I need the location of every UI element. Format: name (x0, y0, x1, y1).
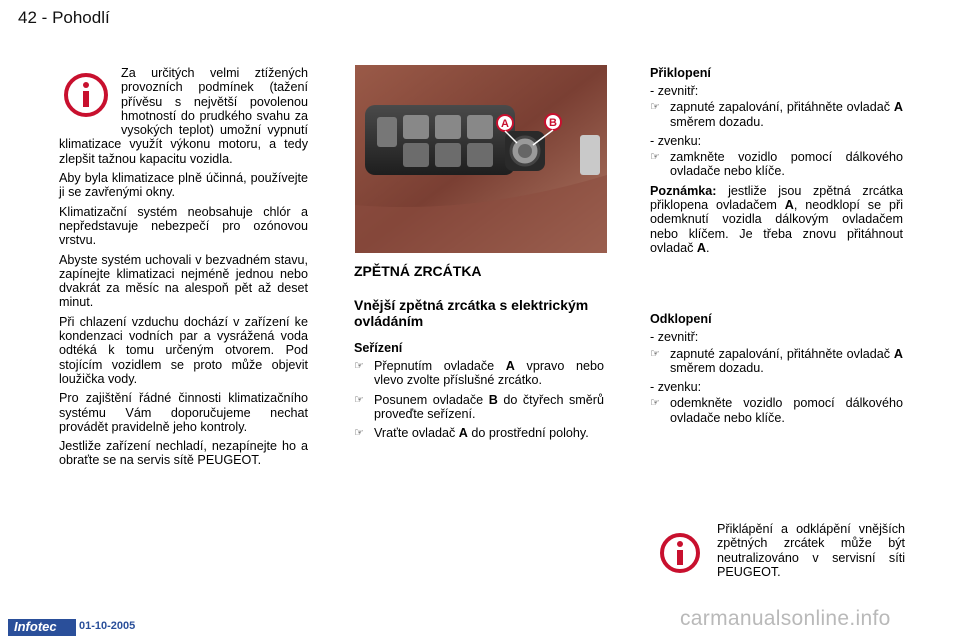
inside-label: - zevnitř: (650, 330, 699, 345)
paragraph: Pro zajištění řádné činnosti klimatizačního systému Vám doporučujeme nechat provádět pravidelně jeho kontroly. (59, 391, 308, 434)
pointing-hand-icon: ☞ (354, 427, 364, 440)
note-paragraph: Poznámka: jestliže jsou zpětná zrcátka přiklopena ovladačem A, neodklopí se při odemknutí vozidla dálkovým ovladačem nebo klíčem. Je třeba znovu přitáhnout ovladač A. (650, 183, 903, 255)
outside-label: - zvenku: (650, 133, 702, 148)
pointing-hand-icon: ☞ (354, 393, 364, 406)
subsection-title: Vnější zpětná zrcátka s elektrickým ovládáním (354, 297, 589, 329)
paragraph: Klimatizační systém neobsahuje chlór a nepředstavuje nebezpečí pro ozónovou vrstvu. (59, 204, 308, 248)
setting-heading: Seřízení (354, 341, 403, 355)
pointing-hand-icon: ☞ (650, 101, 660, 114)
page-header (18, 8, 110, 28)
list-item: ☞ odemkněte vozidlo pomocí dálkového ovladače nebo klíče. (650, 396, 903, 425)
photo-label-b: B (549, 117, 557, 129)
middle-column (354, 263, 604, 445)
list-item: ☞ Posunem ovladače B do čtyřech směrů proveďte seřízení. (354, 392, 604, 421)
pointing-hand-icon: ☞ (650, 397, 660, 410)
left-column (59, 66, 308, 473)
folding-title: Přiklopení (650, 66, 711, 80)
mirror-control-photo (355, 65, 607, 253)
info-note-text: Přiklápění a odklápění vnějších zpětných zrcátek může být neutralizováno v servisní síti PEUGEOT. (717, 522, 905, 579)
paragraph: Abyste systém uchovali v bezvadném stavu, zapínejte klimatizaci nejméně jednou nebo dvakrát za měsíc na alespoň pět až deset minut. (59, 252, 308, 310)
section-title: ZPĚTNÁ ZRCÁTKA (354, 263, 482, 279)
list-item: ☞ Vraťte ovladač A do prostřední polohy. (354, 426, 589, 441)
paragraph: Za určitých velmi ztížených provozních podmínek (tažení přívěsu s největší povolenou hmotností do prudkého svahu za vysokých teplot) umožní vypnutí klimatizace využít výkonu motoru, a tedy zlepšit tažnou kapacitu vozidla. (59, 66, 308, 166)
footer-date: 01-10-2005 (79, 620, 136, 632)
info-note (657, 522, 905, 579)
infotec-logo: Infotec (8, 619, 76, 636)
outside-label: - zvenku: (650, 380, 702, 395)
list-item: ☞ Přepnutím ovladače A vpravo nebo vlevo zvolte příslušné zrcátko. (354, 359, 604, 388)
pointing-hand-icon: ☞ (650, 151, 660, 164)
paragraph: Aby byla klimatizace plně účinná, používejte ji se zavřenými okny. (59, 171, 308, 200)
list-item: ☞ zamkněte vozidlo pomocí dálkového ovladače nebo klíče. (650, 150, 903, 179)
photo-label-a: A (501, 118, 509, 130)
section-name: Pohodlí (52, 8, 110, 27)
list-item: ☞ zapnuté zapalování, přitáhněte ovladač A směrem dozadu. (650, 346, 903, 375)
watermark: carmanualsonline.info (680, 607, 891, 630)
list-item: ☞ zapnuté zapalování, přitáhněte ovladač A směrem dozadu. (650, 100, 903, 129)
paragraph: Jestliže zařízení nechladí, nezapínejte ho a obraťte se na servis sítě PEUGEOT. (59, 439, 308, 468)
inside-label: - zevnitř: (650, 84, 699, 98)
page-number: 42 (18, 8, 37, 27)
pointing-hand-icon: ☞ (354, 360, 364, 372)
unfolding-title: Odklopení (650, 312, 712, 327)
info-icon (59, 66, 121, 130)
paragraph: Při chlazení vzduchu dochází v zařízení ke kondenzaci vodních par a vysrážená voda odtéká k tomu určeným otvorem. Pod stojícím vozidlem se proto může objevit loužička vody. (59, 314, 308, 386)
pointing-hand-icon: ☞ (650, 347, 660, 360)
header-separator: - (41, 8, 48, 27)
right-column (650, 66, 903, 430)
